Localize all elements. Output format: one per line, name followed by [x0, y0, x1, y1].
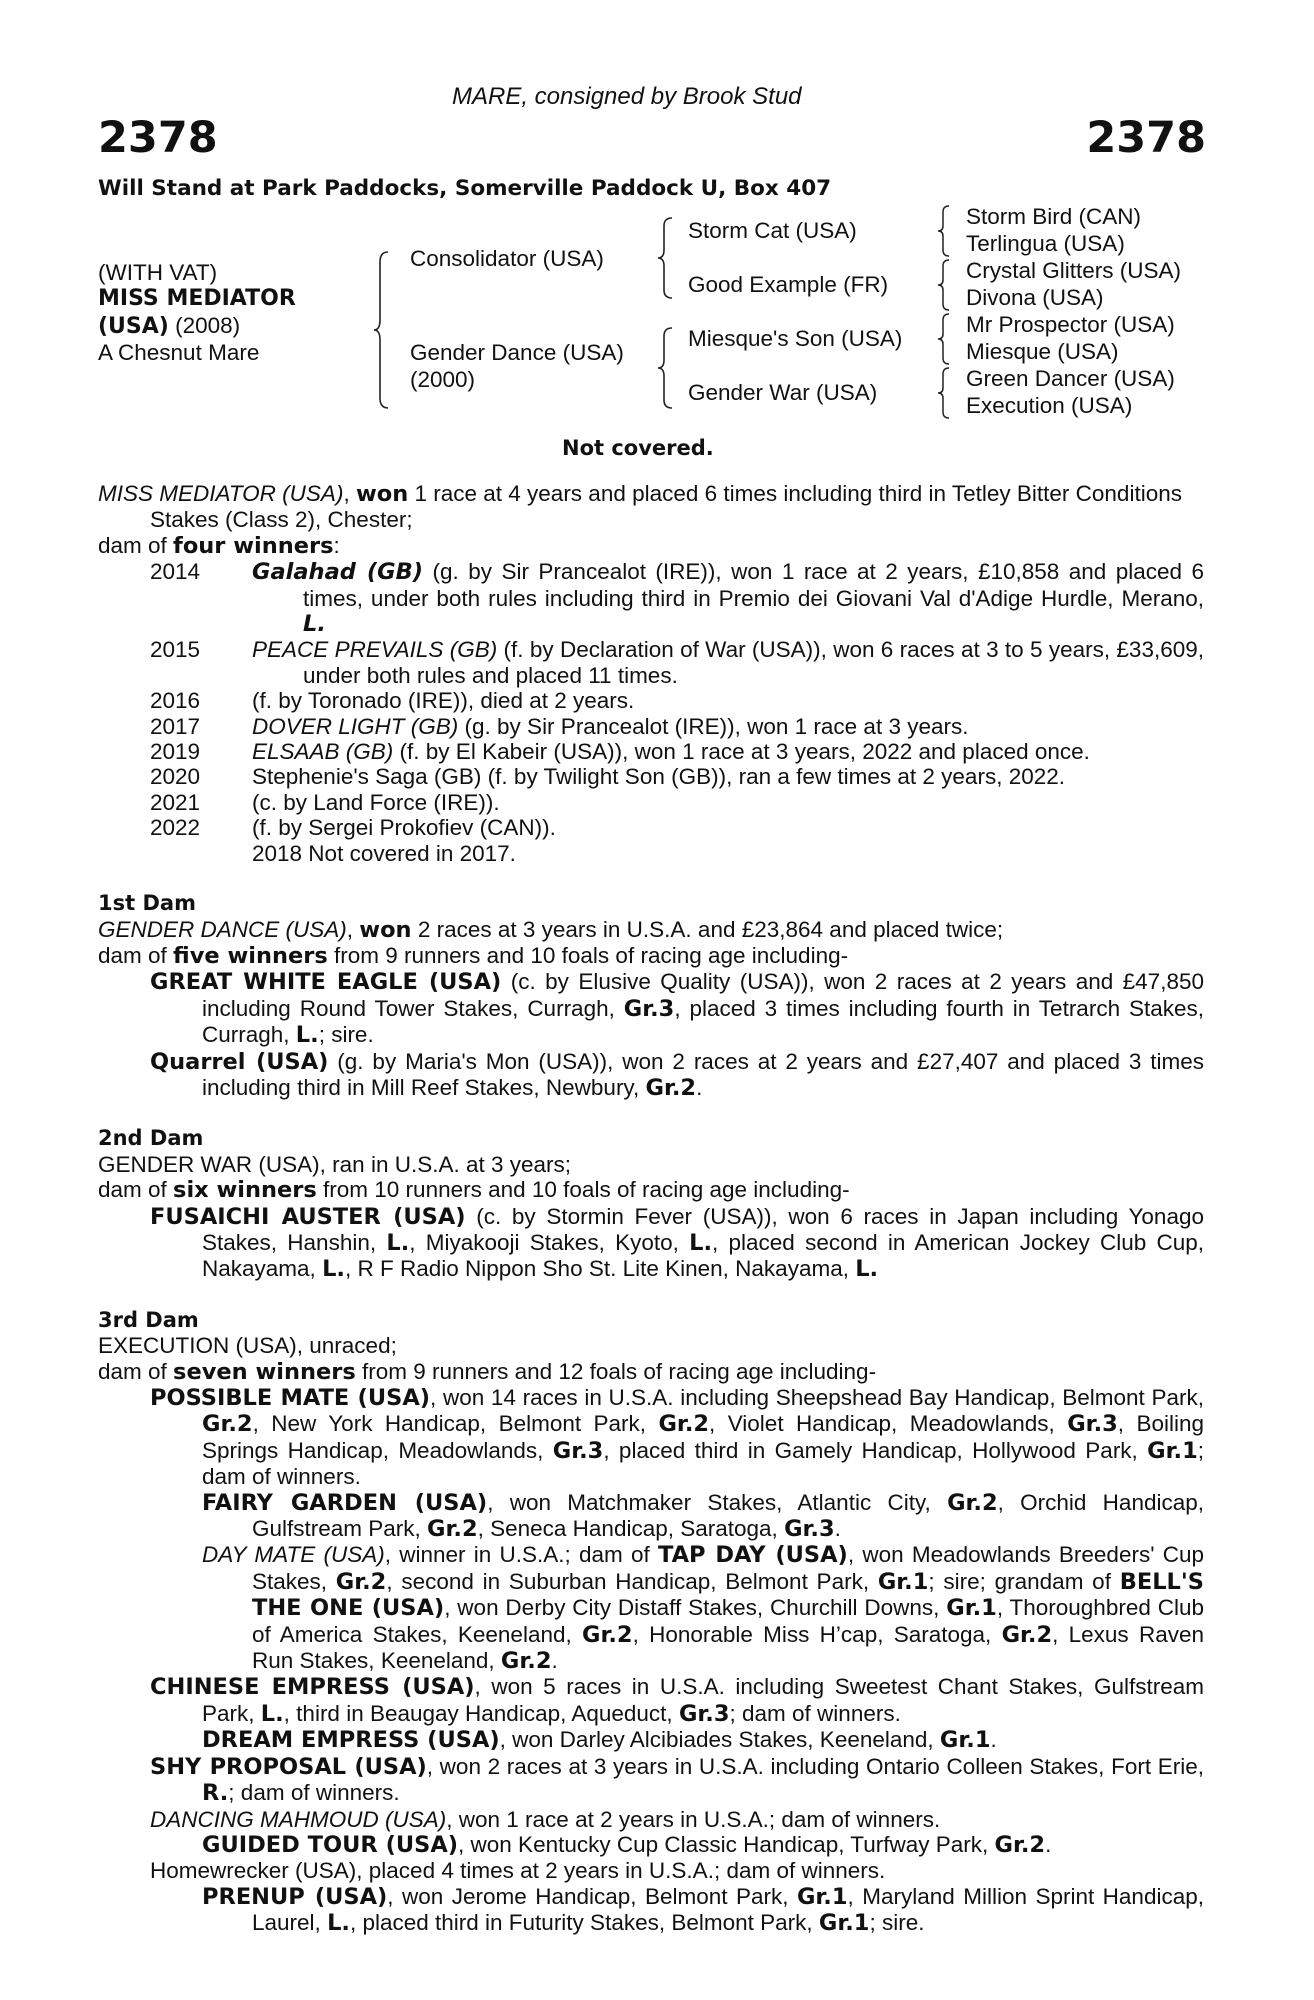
third-dam-entry: SHY PROPOSAL (USA), won 2 races at 3 years in U.S.A. including Ontario Colleen Stakes, Fort Erie, R.; dam of winners. — [150, 1753, 1205, 1807]
third-dam-entry: CHINESE EMPRESS (USA), won 5 races in U.S.A. including Sweetest Chant Stakes, Gulfstream Park, L., third in Beaugay Handicap, Aqueduct, Gr.3; dam of winners. — [150, 1674, 1204, 1727]
pedigree-sire: Consolidator (USA) — [410, 246, 604, 271]
pedigree-bracket-dam — [656, 326, 676, 410]
pedigree-dam-year: (2000) — [410, 367, 476, 392]
pedigree-dam: Gender Dance (USA) — [410, 340, 624, 365]
produce-row — [98, 637, 1204, 688]
produce-year — [98, 841, 252, 866]
first-dam-heading: 1st Dam — [98, 891, 196, 916]
horse-country-year — [98, 313, 240, 339]
pedigree-bracket-ds — [936, 312, 952, 366]
pedigree-bracket-dd — [936, 366, 952, 420]
pedigree-bracket-sire — [656, 216, 676, 300]
pedigree-dss: Mr Prospector (USA) — [966, 312, 1175, 337]
third-dam-entry: DANCING MAHMOUD (USA), won 1 race at 2 years in U.S.A.; dam of winners. — [150, 1806, 941, 1832]
third-dam-entry: GUIDED TOUR (USA), won Kentucky Cup Classic Handicap, Turfway Park, Gr.2. — [202, 1831, 1052, 1858]
pedigree-sss: Storm Bird (CAN) — [966, 204, 1142, 229]
third-dam-entry: FAIRY GARDEN (USA), won Matchmaker Stakes, Atlantic City, Gr.2, Orchid Handicap, Gulfstream Park, Gr.2, Seneca Handicap, Saratoga, Gr.3. — [202, 1489, 1205, 1543]
pedigree-sire-sire: Storm Cat (USA) — [688, 218, 857, 243]
horse-year: (2008) — [168, 313, 241, 338]
produce-row — [98, 841, 1204, 866]
pedigree-sdd: Divona (USA) — [966, 285, 1104, 310]
lot-number-right: 2378 — [1086, 113, 1206, 163]
produce-text: (f. by Sergei Prokofiev (CAN)). — [252, 815, 556, 841]
consignment-subtitle: MARE, consigned by Brook Stud — [452, 83, 802, 110]
pedigree-sds: Crystal Glitters (USA) — [966, 258, 1182, 283]
produce-year: 2019 — [150, 739, 201, 765]
pedigree-bracket-main — [372, 250, 392, 410]
produce-list — [98, 559, 1204, 866]
lot-number-left: 2378 — [98, 113, 218, 163]
third-dam-entry: DAY MATE (USA), winner in U.S.A.; dam of TAP DAY (USA), won Meadowlands Breeders' Cup Stakes, Gr.2, second in Suburban Handicap, Belmont Park, Gr.1; sire; grandam of BELL'S THE ONE (USA), won Derby City Distaff Stakes, Churchill Downs, Gr.1, Thoroughbred Club of America Stakes, Keeneland, Gr.2, Honorable Miss H’cap, Saratoga, Gr.2, Lexus Raven Run Stakes, Keeneland, Gr.2. — [202, 1542, 1205, 1675]
third-dam-entry: Homewrecker (USA), placed 4 times at 2 years in U.S.A.; dam of winners. — [150, 1858, 886, 1884]
produce-text: (c. by Land Force (IRE)). — [252, 789, 500, 815]
produce-year: 2014 — [150, 559, 201, 585]
third-dam-heading: 3rd Dam — [98, 1307, 199, 1332]
pedigree-bracket-sd — [936, 258, 952, 312]
produce-intro-text: MISS MEDIATOR (USA), won 1 race at 4 years and placed 6 times including third in Tetley Bitter Conditions Stakes (Class 2), Chester; — [98, 481, 1182, 533]
first-dam-entry: Quarrel (USA) (g. by Maria's Mon (USA)), won 2 races at 2 years and £27,407 and placed 3 times including third in Mill Reef Stakes, Newbury, Gr.2. — [150, 1048, 1205, 1101]
first-dam-line1: GENDER DANCE (USA), won 2 races at 3 years in U.S.A. and £23,864 and placed twice; — [98, 916, 1004, 943]
produce-year: 2020 — [150, 764, 201, 790]
stand-location: Will Stand at Park Paddocks, Somerville Paddock U, Box 407 — [98, 176, 832, 201]
second-dam-heading: 2nd Dam — [98, 1126, 204, 1151]
second-dam-line2: dam of six winners from 10 runners and 10 foals of racing age including- — [98, 1177, 850, 1204]
third-dam-entry: DREAM EMPRESS (USA), won Darley Alcibiades Stakes, Keeneland, Gr.1. — [202, 1727, 997, 1754]
produce-row — [98, 714, 1204, 739]
produce-intro-dam-of: dam of four winners: — [98, 532, 340, 559]
second-dam-line1: GENDER WAR (USA), ran in U.S.A. at 3 years; — [98, 1151, 572, 1177]
third-dam-entry: POSSIBLE MATE (USA), won 14 races in U.S.A. including Sheepshead Bay Handicap, Belmont Park, Gr.2, New York Handicap, Belmont Park, Gr.2, Violet Handicap, Meadowlands, Gr.3, Boiling Springs Handicap, Meadowlands, Gr.3, placed third in Gamely Handicap, Hollywood Park, Gr.1; dam of winners. — [150, 1385, 1205, 1490]
produce-text: ELSAAB (GB) (f. by El Kabeir (USA)), won 1 race at 3 years, 2022 and placed once. — [252, 739, 1090, 765]
produce-row — [98, 815, 1204, 840]
horse-country: (USA) — [98, 314, 169, 339]
produce-year: 2015 — [150, 637, 201, 663]
horse-name: MISS MEDIATOR — [98, 286, 296, 311]
pedigree-ssd: Terlingua (USA) — [966, 231, 1125, 256]
pedigree-bracket-ss — [936, 204, 952, 258]
cover-status: Not covered. — [562, 436, 714, 460]
vat-note: (WITH VAT) — [98, 260, 218, 285]
produce-text: Galahad (GB) (g. by Sir Prancealot (IRE)), won 1 race at 2 years, £10,858 and placed 6 times, under both rules including third in Premio dei Giovani Val d'Adige Hurdle, Merano, L. — [252, 559, 1204, 638]
produce-row — [98, 559, 1204, 637]
produce-year: 2016 — [150, 688, 201, 714]
produce-row — [98, 790, 1204, 815]
produce-row — [98, 739, 1204, 764]
produce-row — [98, 688, 1204, 713]
produce-text: DOVER LIGHT (GB) (g. by Sir Prancealot (IRE)), won 1 race at 3 years. — [252, 713, 969, 739]
third-dam-entry: PRENUP (USA), won Jerome Handicap, Belmont Park, Gr.1, Maryland Million Sprint Handicap, Laurel, L., placed third in Futurity Stakes, Belmont Park, Gr.1; sire. — [202, 1883, 1204, 1937]
produce-text: PEACE PREVAILS (GB) (f. by Declaration of War (USA)), won 6 races at 3 to 5 years, £33,609, under both rules and placed 11 times. — [252, 637, 1204, 688]
produce-intro — [98, 481, 1204, 559]
horse-description: A Chesnut Mare — [98, 340, 260, 365]
produce-text: (f. by Toronado (IRE)), died at 2 years. — [252, 688, 635, 714]
pedigree-dam-dam: Gender War (USA) — [688, 380, 878, 405]
pedigree-ddd: Execution (USA) — [966, 393, 1133, 418]
produce-text: 2018 Not covered in 2017. — [252, 840, 516, 866]
pedigree-dds: Green Dancer (USA) — [966, 366, 1175, 391]
first-dam-entry: GREAT WHITE EAGLE (USA) (c. by Elusive Quality (USA)), won 2 races at 2 years and £47,850 including Round Tower Stakes, Curragh, Gr.3, placed 3 times including fourth in Tetrarch Stakes, Curragh, L.; sire. — [150, 969, 1205, 1049]
first-dam-line2: dam of five winners from 9 runners and 10 foals of racing age including- — [98, 942, 849, 969]
pedigree-dsd: Miesque (USA) — [966, 339, 1119, 364]
pedigree-sire-dam: Good Example (FR) — [688, 272, 889, 297]
produce-year: 2017 — [150, 713, 201, 739]
catalogue-body — [98, 481, 1204, 1937]
third-dam-line1: EXECUTION (USA), unraced; — [98, 1333, 397, 1359]
produce-year: 2021 — [150, 789, 201, 815]
produce-row — [98, 764, 1204, 789]
pedigree-dam-sire: Miesque's Son (USA) — [688, 326, 903, 351]
third-dam-line2: dam of seven winners from 9 runners and 12 foals of racing age including- — [98, 1358, 877, 1385]
second-dam-entry: FUSAICHI AUSTER (USA) (c. by Stormin Fever (USA)), won 6 races in Japan including Yonago Stakes, Hanshin, L., Miyakooji Stakes, Kyoto, L., placed second in American Jockey Club Cup, Nakayama, L., R F Radio Nippon Sho St. Lite Kinen, Nakayama, L. — [150, 1203, 1205, 1283]
produce-text: Stephenie's Saga (GB) (f. by Twilight Son (GB)), ran a few times at 2 years, 2022. — [252, 764, 1065, 790]
produce-year: 2022 — [150, 815, 201, 841]
